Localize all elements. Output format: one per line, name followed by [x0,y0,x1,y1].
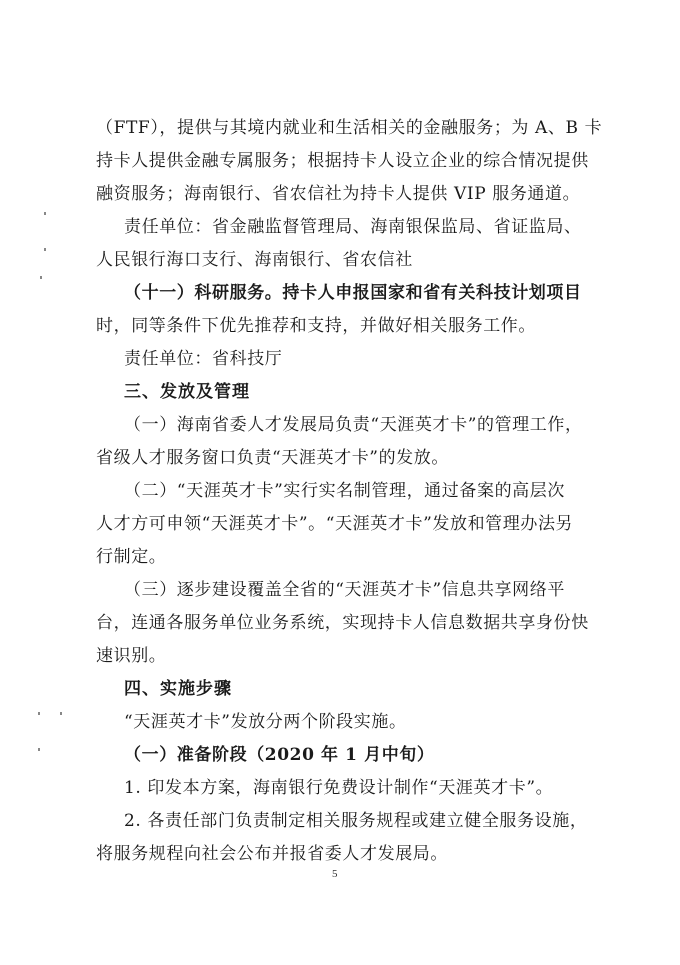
paragraph-line: （三）逐步建设覆盖全省的“天涯英才卡”信息共享网络平 [124,580,565,600]
paragraph-line: 台，连通各服务单位业务系统，实现持卡人信息数据共享身份快 [96,613,589,633]
scan-speck [38,712,40,715]
subsection-heading: （一）准备阶段（2020 年 1 月中旬） [124,745,435,765]
paragraph-line: 持卡人提供金融专属服务；根据持卡人设立企业的综合情况提供 [96,151,589,171]
paragraph-line: 时，同等条件下优先推荐和支持，并做好相关服务工作。 [96,316,536,336]
paragraph-line: 人才方可申领“天涯英才卡”。“天涯英才卡”发放和管理办法另 [96,514,574,534]
paragraph-line: “天涯英才卡”发放分两个阶段实施。 [124,712,407,732]
scan-speck [38,748,40,751]
scan-speck [60,712,62,715]
paragraph-line: 人民银行海口支行、海南银行、省农信社 [96,250,413,270]
paragraph-line: 1. 印发本方案，海南银行免费设计制作“天涯英才卡”。 [124,778,554,798]
section-heading: 三、发放及管理 [124,382,250,402]
paragraph-line: （十一）科研服务。持卡人申报国家和省有关科技计划项目 [124,283,582,303]
paragraph-line: 将服务规程向社会公布并报省委人才发展局。 [96,844,448,864]
paragraph-line: （FTF），提供与其境内就业和生活相关的金融服务；为 A、B 卡 [96,118,603,138]
paragraph-line: 行制定。 [96,547,167,567]
section-heading: 四、实施步骤 [124,679,232,699]
page-number: 5 [332,868,338,880]
paragraph-line: （二）“天涯英才卡”实行实名制管理，通过备案的高层次 [124,481,565,501]
paragraph-line: 责任单位：省金融监督管理局、海南银保监局、省证监局、 [124,217,582,237]
paragraph-line: （一）海南省委人才发展局负责“天涯英才卡”的管理工作， [124,415,583,435]
paragraph-line: 速识别。 [96,646,167,666]
scan-speck [40,276,42,279]
paragraph-line: 责任单位：省科技厅 [124,349,283,369]
paragraph-line: 省级人才服务窗口负责“天涯英才卡”的发放。 [96,448,449,468]
scan-speck [44,248,46,251]
paragraph-line: 融资服务；海南银行、省农信社为持卡人提供 VIP 服务通道。 [96,184,581,204]
scan-speck [44,212,46,215]
paragraph-line: 2. 各责任部门负责制定相关服务规程或建立健全服务设施， [124,811,588,831]
